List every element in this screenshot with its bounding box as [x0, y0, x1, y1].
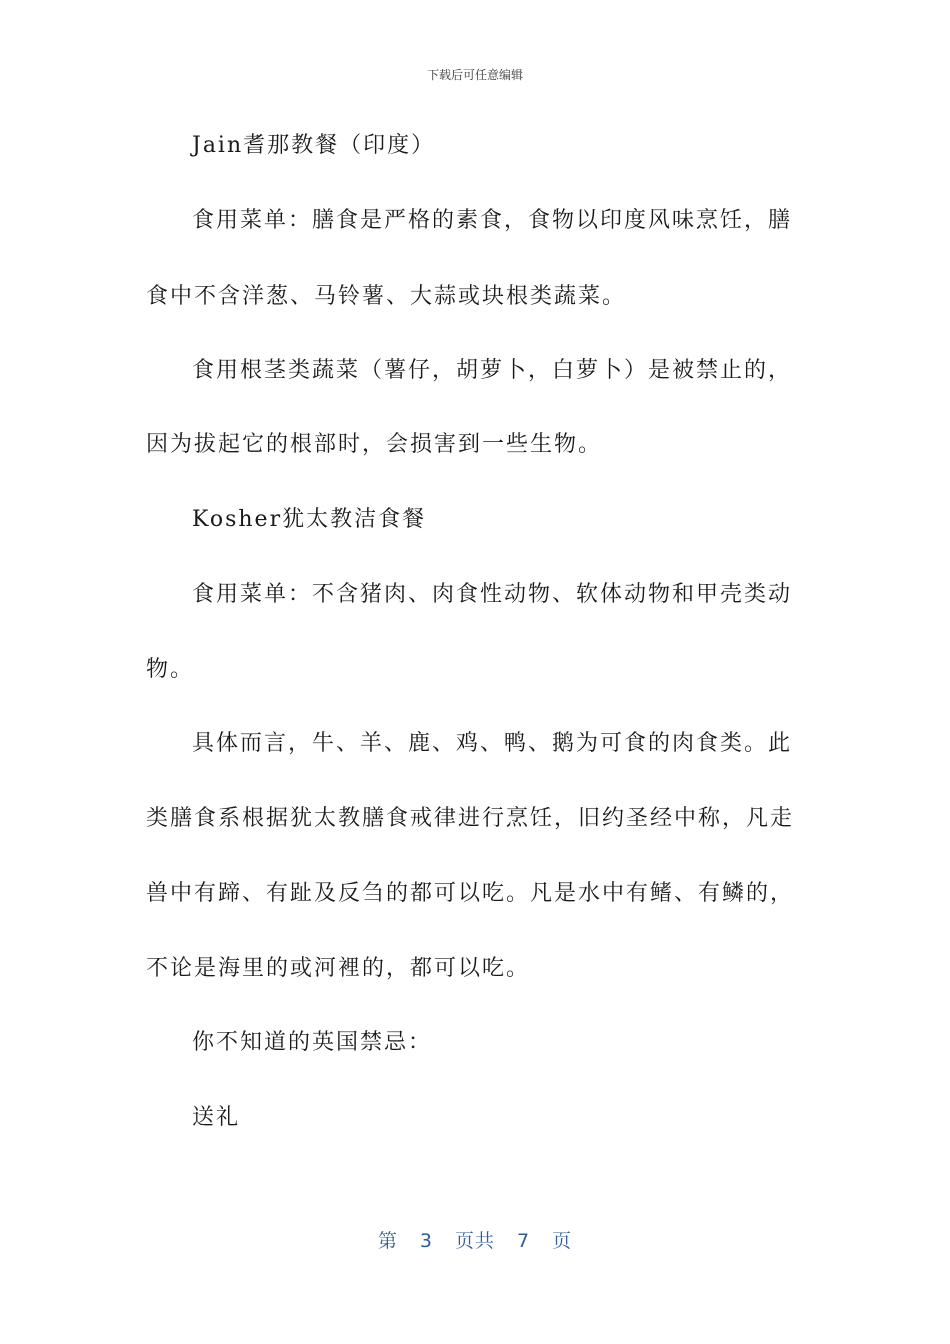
heading-uk-taboos: 你不知道的英国禁忌： [192, 1030, 433, 1055]
paragraph-line: 食中不含洋葱、马铃薯、大蒜或块根类蔬菜。 [146, 284, 627, 309]
footer-di: 第 [377, 1230, 398, 1252]
heading-jain: Jain耆那教餐（印度） [192, 133, 436, 158]
heading-kosher: Kosher犹太教洁食餐 [192, 507, 427, 532]
paragraph-line: 食用菜单：膳食是严格的素食，食物以印度风味烹饪，膳 [192, 208, 793, 233]
paragraph-line: 不论是海里的或河裡的，都可以吃。 [146, 956, 531, 981]
header-note: 下载后可任意编辑 [426, 68, 523, 82]
paragraph-line: 具体而言，牛、羊、鹿、鸡、鸭、鹅为可食的肉食类。此 [192, 731, 793, 756]
paragraph-line: 因为拔起它的根部时，会损害到一些生物。 [146, 432, 603, 457]
page-footer [0, 1226, 950, 1253]
heading-gifts: 送礼 [192, 1105, 241, 1130]
paragraph-line: 物。 [146, 657, 195, 682]
footer-total-pages: 7 [517, 1230, 531, 1252]
paragraph-line: 食用菜单：不含猪肉、肉食性动物、软体动物和甲壳类动 [192, 582, 793, 607]
footer-ye-gong: 页共 [454, 1230, 495, 1252]
paragraph-line: 食用根茎类蔬菜（薯仔，胡萝卜，白萝卜）是被禁止的， [192, 358, 793, 383]
paragraph-line: 兽中有蹄、有趾及反刍的都可以吃。凡是水中有鳍、有鳞的， [146, 881, 795, 906]
footer-current-page: 3 [419, 1230, 433, 1252]
footer-ye: 页 [552, 1230, 573, 1252]
paragraph-line: 类膳食系根据犹太教膳食戒律进行烹饪，旧约圣经中称，凡走 [146, 806, 795, 831]
